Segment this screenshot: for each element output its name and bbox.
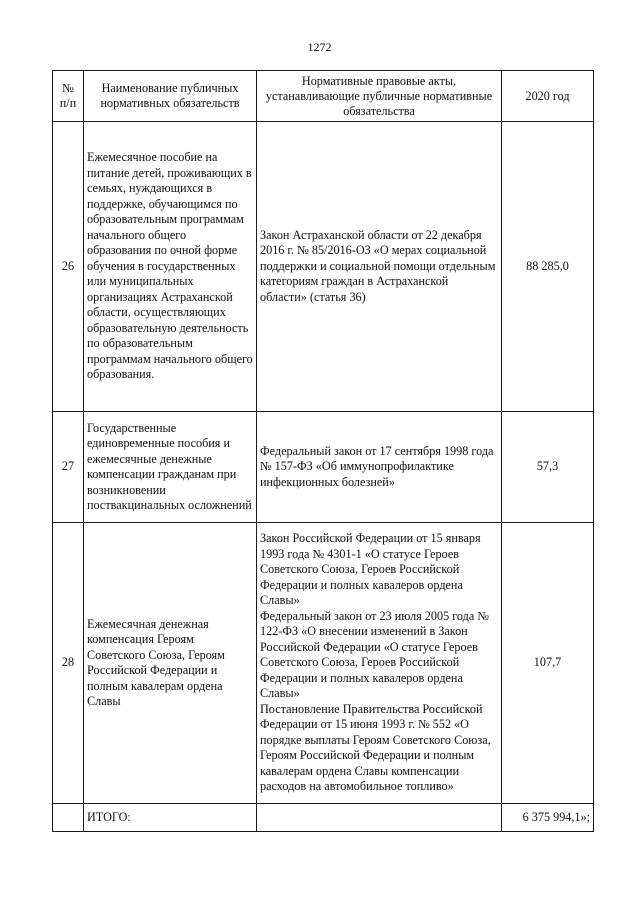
amount-2020: 107,7 — [502, 523, 594, 804]
obligation-name: Ежемесячное пособие на питание детей, проживающих в семьях, нуждающихся в поддержке, обучающимся по образовательным программам начального общего образования по очной форме обучения в государственных или муниципальных организациях Астраханской области, осуществляющих образовательную деятельность по образовательным программам начального общего образования. — [84, 122, 257, 412]
table-row — [53, 122, 594, 412]
legal-act-1: Закон Российской Федерации от 15 января 1993 года № 4301-1 «О статусе Героев Советского Союза, Героев Российской Федерации и полных кавалеров ордена Славы» — [260, 531, 481, 608]
total-row — [53, 804, 594, 832]
header-num: № п/п — [53, 71, 84, 122]
obligations-table — [52, 70, 594, 832]
row-number: 28 — [53, 523, 84, 804]
row-number: 27 — [53, 412, 84, 523]
header-year: 2020 год — [502, 71, 594, 122]
table-row — [53, 523, 594, 804]
table-body — [53, 122, 594, 832]
obligation-name: Ежемесячная денежная компенсация Героям Советского Союза, Героям Российской Федерации и полным кавалерам ордена Славы — [84, 523, 257, 804]
legal-acts: Федеральный закон от 17 сентября 1998 года № 157-ФЗ «Об иммунопрофилактике инфекционных болезней» — [257, 412, 502, 523]
table-row — [53, 412, 594, 523]
amount-2020: 57,3 — [502, 412, 594, 523]
legal-acts: Закон Астраханской области от 22 декабря 2016 г. № 85/2016-ОЗ «О мерах социальной поддержки и социальной помощи отдельным категориям граждан в Астраханской области» (статья 36) — [257, 122, 502, 412]
legal-acts — [257, 523, 502, 804]
amount-2020: 88 285,0 — [502, 122, 594, 412]
total-empty-cell — [53, 804, 84, 832]
total-amount: 6 375 994,1»; — [502, 804, 594, 832]
header-row — [53, 71, 594, 122]
page-number: 1272 — [307, 40, 332, 54]
table-header — [53, 71, 594, 122]
row-number: 26 — [53, 122, 84, 412]
legal-act-3: Постановление Правительства Российской Федерации от 15 июня 1993 г. № 552 «О порядке выплаты Героям Советского Союза, Героям Российской Федерации и полным кавалерам ордена Славы компенсации расходов на автомобильное топливо» — [260, 701, 491, 794]
header-name: Наименование публичных нормативных обязательств — [84, 71, 257, 122]
total-label: ИТОГО: — [84, 804, 257, 832]
total-empty-cell — [257, 804, 502, 832]
legal-act-2: Федеральный закон от 23 июля 2005 года № 122-ФЗ «О внесении изменений в Закон Российской Федерации «О статусе Героев Советского Союза, Героев Российской Федерации и полных кавалеров ордена Славы» — [260, 608, 489, 701]
header-acts: Нормативные правовые акты, устанавливающие публичные нормативные обязательства — [257, 71, 502, 122]
obligation-name: Государственные единовременные пособия и ежемесячные денежные компенсации гражданам при возникновении поствакцинальных осложнений — [84, 412, 257, 523]
